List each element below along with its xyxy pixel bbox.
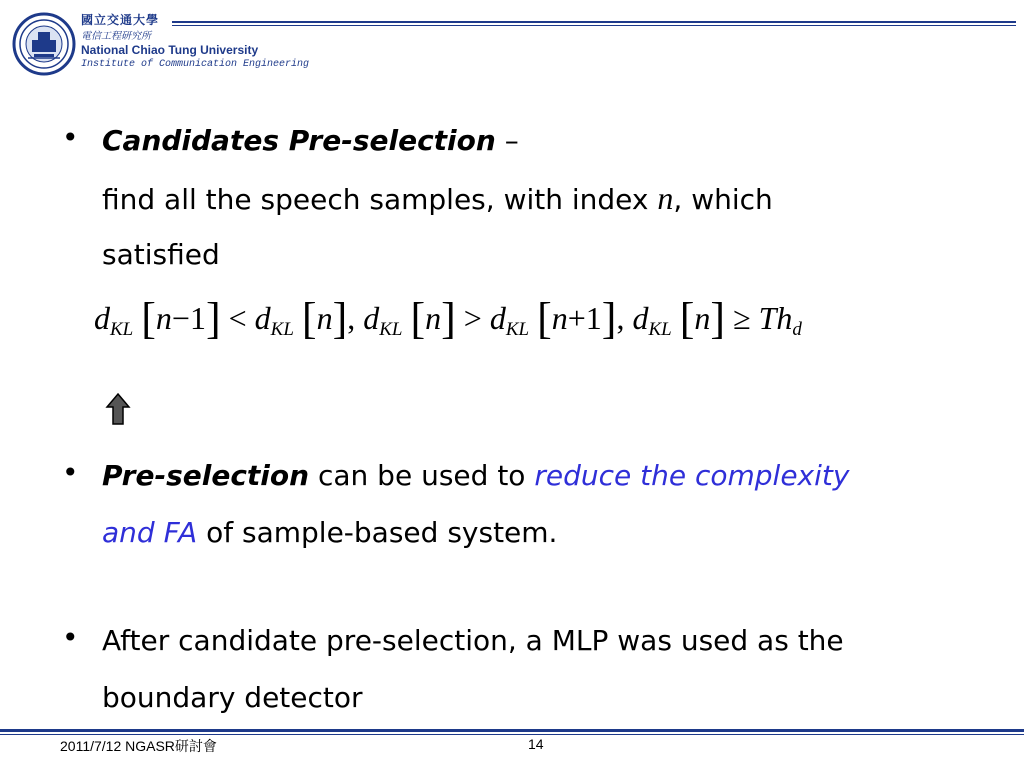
formula-gt: > (463, 300, 482, 336)
formula-bracket: [ (141, 294, 156, 343)
bullet-2-line-1 (102, 448, 849, 504)
bullet-1-text-a: find all the speech samples, with index (102, 183, 658, 216)
bullet-1-line-3: satisfied (102, 238, 220, 271)
bullet-2-highlight-b: and FA (102, 516, 198, 549)
formula-bracket: ] (710, 294, 725, 343)
bullet-1-marker: • (62, 121, 79, 154)
formula-bracket: ] (601, 294, 617, 343)
bullet-3-marker: • (62, 621, 79, 654)
formula-ge: ≥ (733, 300, 751, 336)
page-number: 14 (528, 736, 544, 752)
formula-sub: KL (505, 319, 530, 340)
formula-sub: KL (110, 319, 134, 340)
bullet-1-text-b: , which (673, 183, 773, 216)
header-institute-en: Institute of Communication Engineering (81, 59, 310, 70)
formula-bracket: ] (441, 294, 456, 343)
footer-rule (0, 729, 1024, 732)
bullet-3-line-2: boundary detector (102, 681, 363, 714)
bullet-1-title: Candidates Pre-selection (102, 124, 496, 157)
formula-d: d (363, 300, 380, 336)
formula-bracket: [ (410, 294, 426, 343)
formula-lt: < (228, 300, 247, 336)
formula-sub: KL (648, 319, 672, 340)
formula-threshold: Th (758, 300, 793, 336)
formula-d: d (632, 300, 649, 336)
formula-n: n (155, 300, 172, 336)
university-logo-icon (12, 12, 76, 76)
bullet-2-highlight-a: reduce the complexity (534, 459, 850, 492)
header-university-zh: 國立交通大學 (81, 13, 160, 27)
formula-bracket: ] (205, 294, 221, 343)
footer-rule-thin (0, 734, 1024, 735)
formula-d: d (254, 300, 271, 336)
formula-sub: KL (379, 319, 403, 340)
bullet-2-text-b: of sample-based system. (197, 516, 558, 549)
formula-n: n (694, 300, 711, 336)
formula-n: n (551, 300, 568, 336)
formula-n: n (425, 300, 442, 336)
bullet-3-line-1: After candidate pre-selection, a MLP was used as the (102, 624, 844, 657)
formula-comma: , (347, 300, 356, 336)
formula-plus: + (567, 300, 586, 336)
formula-one: 1 (189, 300, 206, 336)
header-rule-thin (172, 25, 1016, 26)
formula-bracket: ] (332, 294, 348, 343)
header-university-en: National Chiao Tung University (81, 43, 259, 57)
formula-d: d (489, 300, 506, 336)
header-institute-zh: 電信工程研究所 (81, 31, 151, 42)
bullet-2-bold: Pre-selection (102, 459, 310, 492)
formula-d: d (94, 300, 110, 336)
bullet-2-marker: • (62, 456, 79, 489)
formula-comma: , (616, 300, 625, 336)
bullet-2-text-a: can be used to (309, 459, 535, 492)
formula-bracket: [ (679, 294, 695, 343)
bullet-1-line-2 (102, 170, 773, 228)
header-rule (172, 21, 1016, 23)
bullet-1-heading (102, 113, 519, 169)
selection-formula (94, 293, 802, 344)
formula-n: n (316, 300, 333, 336)
bullet-2-line-2 (102, 505, 557, 561)
formula-sub: KL (270, 319, 294, 340)
formula-bracket: [ (301, 294, 317, 343)
footer-date-event: 2011/7/12 NGASR研討會 (60, 738, 217, 754)
up-arrow-icon (105, 392, 131, 426)
index-variable: n (657, 180, 674, 216)
formula-bracket: [ (537, 294, 552, 343)
formula-threshold-sub: d (792, 319, 802, 340)
formula-minus: − (171, 300, 190, 336)
bullet-1-dash: – (495, 124, 519, 157)
formula-one: 1 (585, 300, 602, 336)
